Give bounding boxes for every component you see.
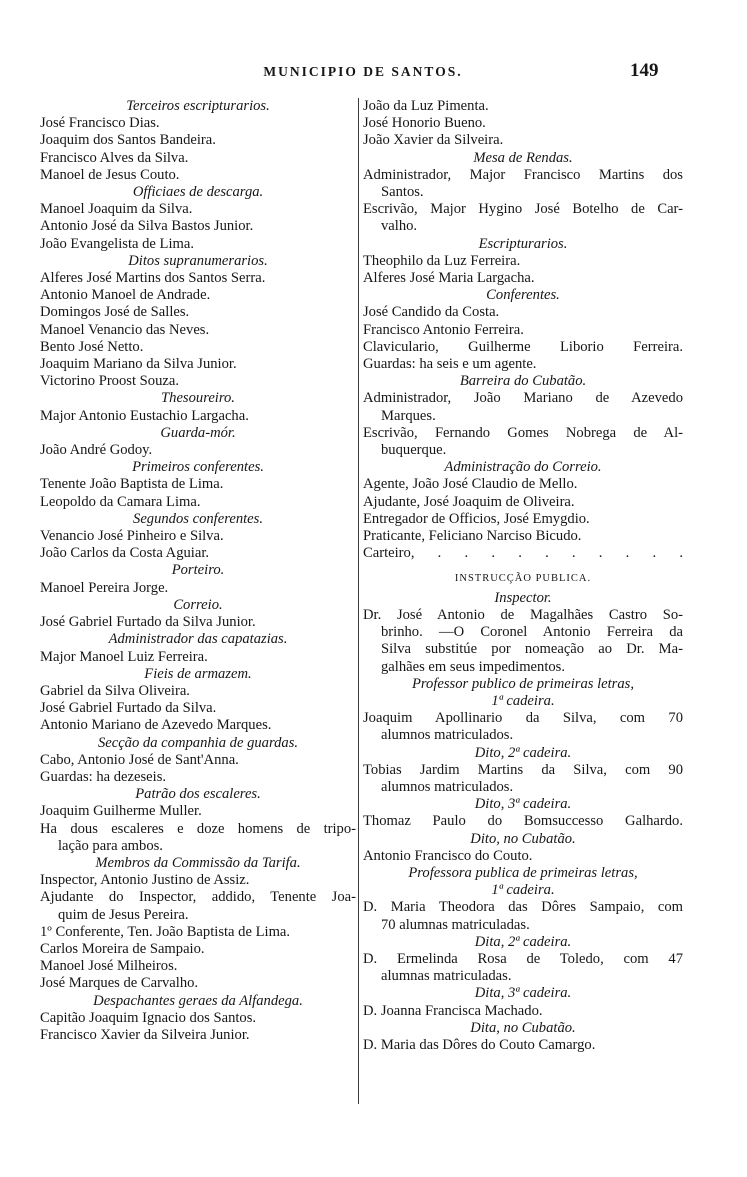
entry-continuation: brinho. —O Coronel Antonio Ferreira da [381, 624, 683, 641]
entry-line: Manoel de Jesus Couto. [40, 166, 180, 183]
entry-line: Inspector, Antonio Justino de Assiz. [40, 872, 250, 889]
section-heading: Dita, 2ª cadeira. [474, 933, 572, 950]
entry-line: Domingos José de Salles. [40, 304, 190, 321]
section-heading: Administrador das capatazias. [108, 631, 288, 648]
entry-line: Venancio José Pinheiro e Silva. [40, 528, 224, 545]
entry-line: Antonio Mariano de Azevedo Marques. [40, 717, 272, 734]
entry-line: 1º Conferente, Ten. João Baptista de Lima. [40, 923, 291, 940]
page-title: MUNICIPIO DE SANTOS. [263, 64, 463, 79]
entry-line: José Gabriel Furtado da Silva Junior. [40, 614, 256, 631]
entry-line: Ajudante do Inspector, addido, Tenente Joa- [40, 889, 356, 906]
entry-line: Tobias Jardim Martins da Silva, com 90 [363, 761, 683, 778]
entry-line: Manoel Pereira Jorge. [40, 579, 169, 596]
entry-line: Major Antonio Eustachio Largacha. [40, 407, 249, 424]
entry-line: Francisco Xavier da Silveira Junior. [40, 1026, 250, 1043]
section-heading: Dito, no Cubatão. [470, 830, 576, 847]
entry-line: D. Maria das Dôres do Couto Camargo. [363, 1036, 596, 1053]
section-heading: Barreira do Cubatão. [459, 373, 587, 390]
entry-line: Alferes José Maria Largacha. [363, 270, 535, 287]
entry-line: João Carlos da Costa Aguiar. [40, 545, 210, 562]
section-heading: Professor publico de primeiras letras, [411, 675, 634, 692]
section-heading: Thesoureiro. [161, 390, 235, 407]
entry-line: Leopoldo da Camara Lima. [40, 493, 201, 510]
entry-line: Antonio José da Silva Bastos Junior. [40, 218, 254, 235]
entry-line: Administrador, João Mariano de Azevedo [363, 390, 683, 407]
entry-continuation: buquerque. [381, 442, 447, 459]
entry-line: João da Luz Pimenta. [363, 98, 489, 114]
entry-continuation: Santos. [381, 184, 424, 201]
entry-line: Dr. José Antonio de Magalhães Castro So- [363, 606, 683, 623]
column-divider [358, 98, 359, 1104]
section-heading: Ditos supranumerarios. [128, 252, 268, 269]
section-heading: Officiaes de descarga. [132, 184, 264, 201]
section-heading: 1ª cadeira. [491, 692, 555, 709]
section-heading: Administração do Correio. [444, 459, 602, 476]
entry-line: D. Joanna Francisca Machado. [363, 1002, 543, 1019]
entry-line: D. Maria Theodora das Dôres Sampaio, com [363, 899, 683, 916]
section-title: INSTRUCÇÃO PUBLICA. [454, 573, 592, 585]
entry-line: Manoel Venancio das Neves. [40, 321, 210, 338]
section-heading: Guarda-mór. [160, 424, 236, 441]
section-heading: Secção da companhia de guardas. [97, 734, 299, 751]
section-heading: Professora publica de primeiras letras, [408, 864, 638, 881]
entry-line: Joaquim dos Santos Bandeira. [40, 132, 216, 149]
section-heading: Despachantes geraes da Alfandega. [93, 992, 303, 1009]
entry-line: Gabriel da Silva Oliveira. [40, 682, 190, 699]
entry-continuation: valho. [381, 218, 418, 235]
entry-continuation: Silva substitúe por nomeação ao Dr. Ma- [381, 641, 683, 658]
entry-line: Victorino Proost Souza. [40, 373, 179, 390]
entry-line: José Candido da Costa. [363, 304, 500, 321]
section-heading: Segundos conferentes. [133, 510, 263, 527]
entry-continuation: Marques. [381, 407, 436, 424]
entry-continuation: alumnos matriculados. [381, 727, 514, 744]
section-heading: Correio. [173, 596, 223, 613]
entry-line: Escrivão, Major Hygino José Botelho de Car- [363, 201, 683, 218]
entry-line: Claviculario, Guilherme Liborio Ferreira. [363, 338, 683, 355]
section-heading: Membros da Commissão da Tarifa. [95, 854, 301, 871]
entry-line: Praticante, Feliciano Narciso Bicudo. [363, 528, 582, 545]
section-heading: 1ª cadeira. [491, 882, 555, 899]
entry-line: Entregador de Officios, José Emygdio. [363, 510, 590, 527]
entry-line: Ha dous escaleres e doze homens de tripo- [40, 820, 356, 837]
entry-line: Tenente João Baptista de Lima. [40, 476, 224, 493]
entry-continuation: quim de Jesus Pereira. [58, 906, 189, 923]
entry-continuation: 70 alumnas matriculadas. [381, 916, 530, 933]
section-heading: Mesa de Rendas. [473, 149, 573, 166]
entry-line: José Marques de Carvalho. [40, 975, 199, 992]
entry-line: José Francisco Dias. [40, 115, 160, 132]
entry-line: Alferes José Martins dos Santos Serra. [40, 270, 266, 287]
entry-line: Bento José Netto. [40, 338, 144, 355]
entry-line: Guardas: ha seis e um agente. [363, 356, 537, 373]
entry-line: Theophilo da Luz Ferreira. [363, 252, 521, 269]
entry-line: José Honorio Bueno. [363, 115, 486, 132]
entry-line: Antonio Manoel de Andrade. [40, 287, 211, 304]
entry-line: Agente, João José Claudio de Mello. [363, 476, 578, 493]
entry-line: Francisco Alves da Silva. [40, 149, 189, 166]
section-heading: Dita, 3ª cadeira. [474, 985, 572, 1002]
entry-line: Thomaz Paulo do Bomsuccesso Galhardo. [363, 813, 683, 830]
entry-line: Manoel José Milheiros. [40, 958, 178, 975]
entry-line: Ajudante, José Joaquim de Oliveira. [363, 493, 575, 510]
section-heading: Terceiros escripturarios. [126, 98, 270, 114]
right-column [363, 98, 683, 1054]
section-heading: Dito, 2ª cadeira. [474, 744, 572, 761]
entry-continuation: galhães em seus impedimentos. [381, 658, 566, 675]
entry-continuation: alumnas matriculadas. [381, 968, 512, 985]
entry-line: Cabo, Antonio José de Sant'Anna. [40, 751, 239, 768]
entry-line: João André Godoy. [40, 442, 153, 459]
entry-line: Major Manoel Luiz Ferreira. [40, 648, 208, 665]
left-column [40, 98, 356, 1044]
entry-line: Administrador, Major Francisco Martins dos [363, 166, 683, 183]
entry-line: Carlos Moreira de Sampaio. [40, 940, 205, 957]
entry-line: Guardas: ha dezeseis. [40, 768, 167, 785]
entry-line: João Xavier da Silveira. [363, 132, 504, 149]
entry-line: Joaquim Apollinario da Silva, com 70 [363, 710, 683, 727]
entry-continuation: alumnos matriculados. [381, 778, 514, 795]
section-heading: Patrão dos escaleres. [135, 786, 261, 803]
section-heading: Fieis de armazem. [144, 665, 252, 682]
section-heading: Dito, 3ª cadeira. [474, 796, 572, 813]
entry-line: Manoel Joaquim da Silva. [40, 201, 193, 218]
page-number: 149 [630, 60, 659, 81]
entry-line: José Gabriel Furtado da Silva. [40, 700, 217, 717]
section-heading: Porteiro. [171, 562, 225, 579]
entry-line: Carteiro, . . . . . . . . . . [363, 545, 683, 562]
entry-line: Escrivão, Fernando Gomes Nobrega de Al- [363, 424, 683, 441]
entry-line: João Evangelista de Lima. [40, 235, 194, 252]
section-heading: Dita, no Cubatão. [470, 1019, 576, 1036]
entry-line: Francisco Antonio Ferreira. [363, 321, 524, 338]
entry-continuation: lação para ambos. [58, 837, 163, 854]
section-heading: Primeiros conferentes. [132, 459, 264, 476]
section-heading: Conferentes. [486, 287, 560, 304]
entry-line: Joaquim Mariano da Silva Junior. [40, 356, 237, 373]
section-heading: Escripturarios. [478, 235, 568, 252]
entry-line: D. Ermelinda Rosa de Toledo, com 47 [363, 950, 683, 967]
entry-line: Capitão Joaquim Ignacio dos Santos. [40, 1009, 257, 1026]
entry-line: Joaquim Guilherme Muller. [40, 803, 202, 820]
section-heading: Inspector. [494, 589, 552, 606]
entry-line: Antonio Francisco do Couto. [363, 847, 533, 864]
